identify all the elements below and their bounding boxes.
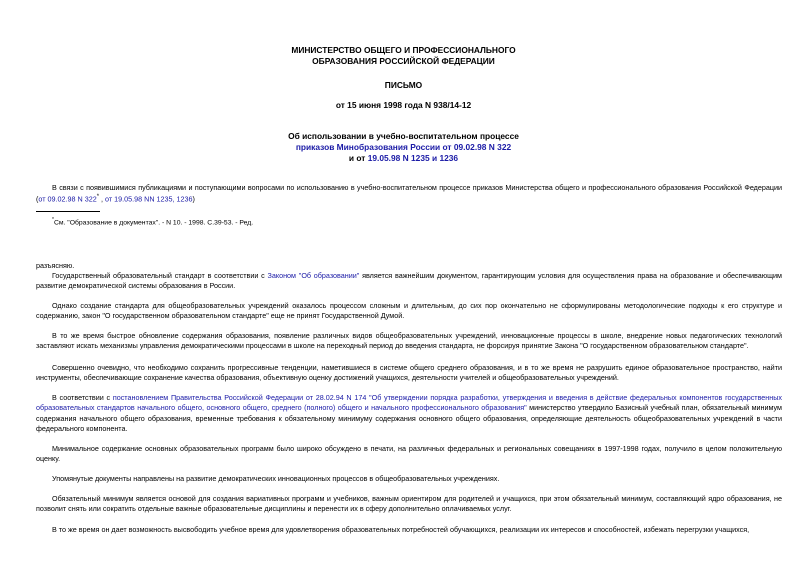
link-government-decree-174[interactable]: постановлением Правительства Российской Федерации от 28.02.94 N 174 "Об утверждении порядка разработки, утверждения и введения в действие федеральных компонентов государственных образовательных стандартов начального общего, основного общего, среднего (полного) общего и начального профессионального образования" <box>36 393 783 413</box>
continuation-text: разъясняю. <box>36 261 75 270</box>
paragraph-3-text: В то же время быстрое обновление содержания образования, появление различных видов общеобразовательных учреждений, инновационные процессы в школе, внедрение новых педагогических технологий заставляют искать механизмы управления демократическими процессами в школе на переходный период до введения стандарта, не форсируя принятие Закона "О государственном образовательном стандарте". <box>36 331 782 351</box>
footnote-mark: * <box>52 217 54 223</box>
paragraph-2-text: Однако создание стандарта для общеобразовательных учреждений оказалось процессом сложным и длительным, до сих пор окончательно не сформулированы методологические подходы к его структуре и содержанию, закон "О государственном образовательном стандарте" еще не принят Государственной Думой. <box>36 301 782 321</box>
paragraph-2 <box>36 301 782 322</box>
paragraph-5 <box>36 393 782 435</box>
document-subject <box>0 131 807 164</box>
footnote <box>52 217 253 228</box>
paragraph-6 <box>36 444 782 465</box>
paragraph-8 <box>36 494 782 515</box>
subject-line-1: Об использовании в учебно-воспитательном процессе <box>288 131 519 141</box>
footnote-divider <box>36 211 100 212</box>
ministry-line-1: МИНИСТЕРСТВО ОБЩЕГО И ПРОФЕССИОНАЛЬНОГО <box>291 45 516 55</box>
ministry-line-2: ОБРАЗОВАНИЯ РОССИЙСКОЙ ФЕДЕРАЦИИ <box>312 55 495 66</box>
paragraph-9 <box>36 525 782 535</box>
intro-paragraph <box>36 183 782 205</box>
paragraph-9-text: В то же время он дает возможность высвободить учебное время для удовлетворения образовательных потребностей обучающихся, реализации их интересов и способностей, избежать перегрузки учащихся, <box>52 525 750 534</box>
document-date-number: от 15 июня 1998 года N 938/14-12 <box>335 100 472 110</box>
intro-text: В связи с появившимися публикациями и поступающими вопросами по использованию в учебно-воспитательном процессе приказов Министерства общего и профессионального образования Российской Федерации ( <box>36 183 782 204</box>
paragraph-5-text-b: министерство утвердило Базисный учебный план, обязательный минимум содержания начального общего образования, временные требования к обязательному минимуму содержания основного общего образования, определяющие деятельность общеобразовательных учреждений в части федерального компонента. <box>36 403 782 434</box>
paragraph-1-text-a: Государственный образовательный стандарт в соответствии с <box>52 271 268 280</box>
paragraph-1 <box>36 271 782 292</box>
paragraph-3 <box>36 331 782 352</box>
paragraph-5-text-a: В соответствии с <box>52 393 113 402</box>
subject-link-order-322[interactable]: приказов Минобразования России от 09.02.98 N 322 <box>295 141 512 152</box>
paragraph-8-text: Обязательный минимум является основой для создания вариативных программ и учебников, важным ориентиром для родителей и учащихся, при этом обязательный минимум, составляющий ядро образования, не позволит снять или сократить отдельные важные образовательные дисциплины и перенести их в сферу дополнительно оплачиваемых услуг. <box>36 494 782 514</box>
intro-separator: , <box>99 194 106 204</box>
intro-link-order-322[interactable]: от 09.02.98 N 322 <box>38 194 97 204</box>
subject-link-orders-1235-1236[interactable]: 19.05.98 N 1235 и 1236 <box>367 152 459 163</box>
paragraph-6-text: Минимальное содержание основных образовательных программ было широко обсуждено в печати, на различных федеральных и региональных совещаниях в 1997-1998 годах, получило в целом положительную оценку. <box>36 444 782 464</box>
paragraph-4-text: Совершенно очевидно, что необходимо сохранить прогрессивные тенденции, наметившиеся в системе общего среднего образования, и в то же время не разрушить единое образовательное пространство, найти инструменты, обеспечивающие сохранение качества образования, объективную оценку достижений учащихся, деятельности учителей и общеобразовательных учреждений. <box>36 363 782 383</box>
paragraph-7 <box>36 474 782 484</box>
footnote-reference: * <box>96 194 100 201</box>
paragraph-7-text: Упомянутые документы направлены на развитие демократических инновационных процессов в общеобразовательных учреждениях. <box>52 474 500 483</box>
intro-link-orders-1235-1236[interactable]: от 19.05.98 NN 1235, 1236 <box>105 194 193 204</box>
document-type: ПИСЬМО <box>384 80 423 90</box>
paragraph-4 <box>36 363 782 384</box>
subject-line-3-prefix: и от <box>348 152 368 163</box>
paragraph-1-text-b: является важнейшим документом, гарантирующим условия для осуществления права на образование и обеспечивающим развитие демократической системы образования в России. <box>36 271 782 291</box>
intro-close: ) <box>192 194 195 204</box>
ministry-title <box>0 45 807 67</box>
footnote-text: См. "Образование в документах". - N 10. - 1998. С.39-53. - Ред. <box>53 219 254 227</box>
link-law-on-education[interactable]: Законом "Об образовании" <box>267 271 360 280</box>
